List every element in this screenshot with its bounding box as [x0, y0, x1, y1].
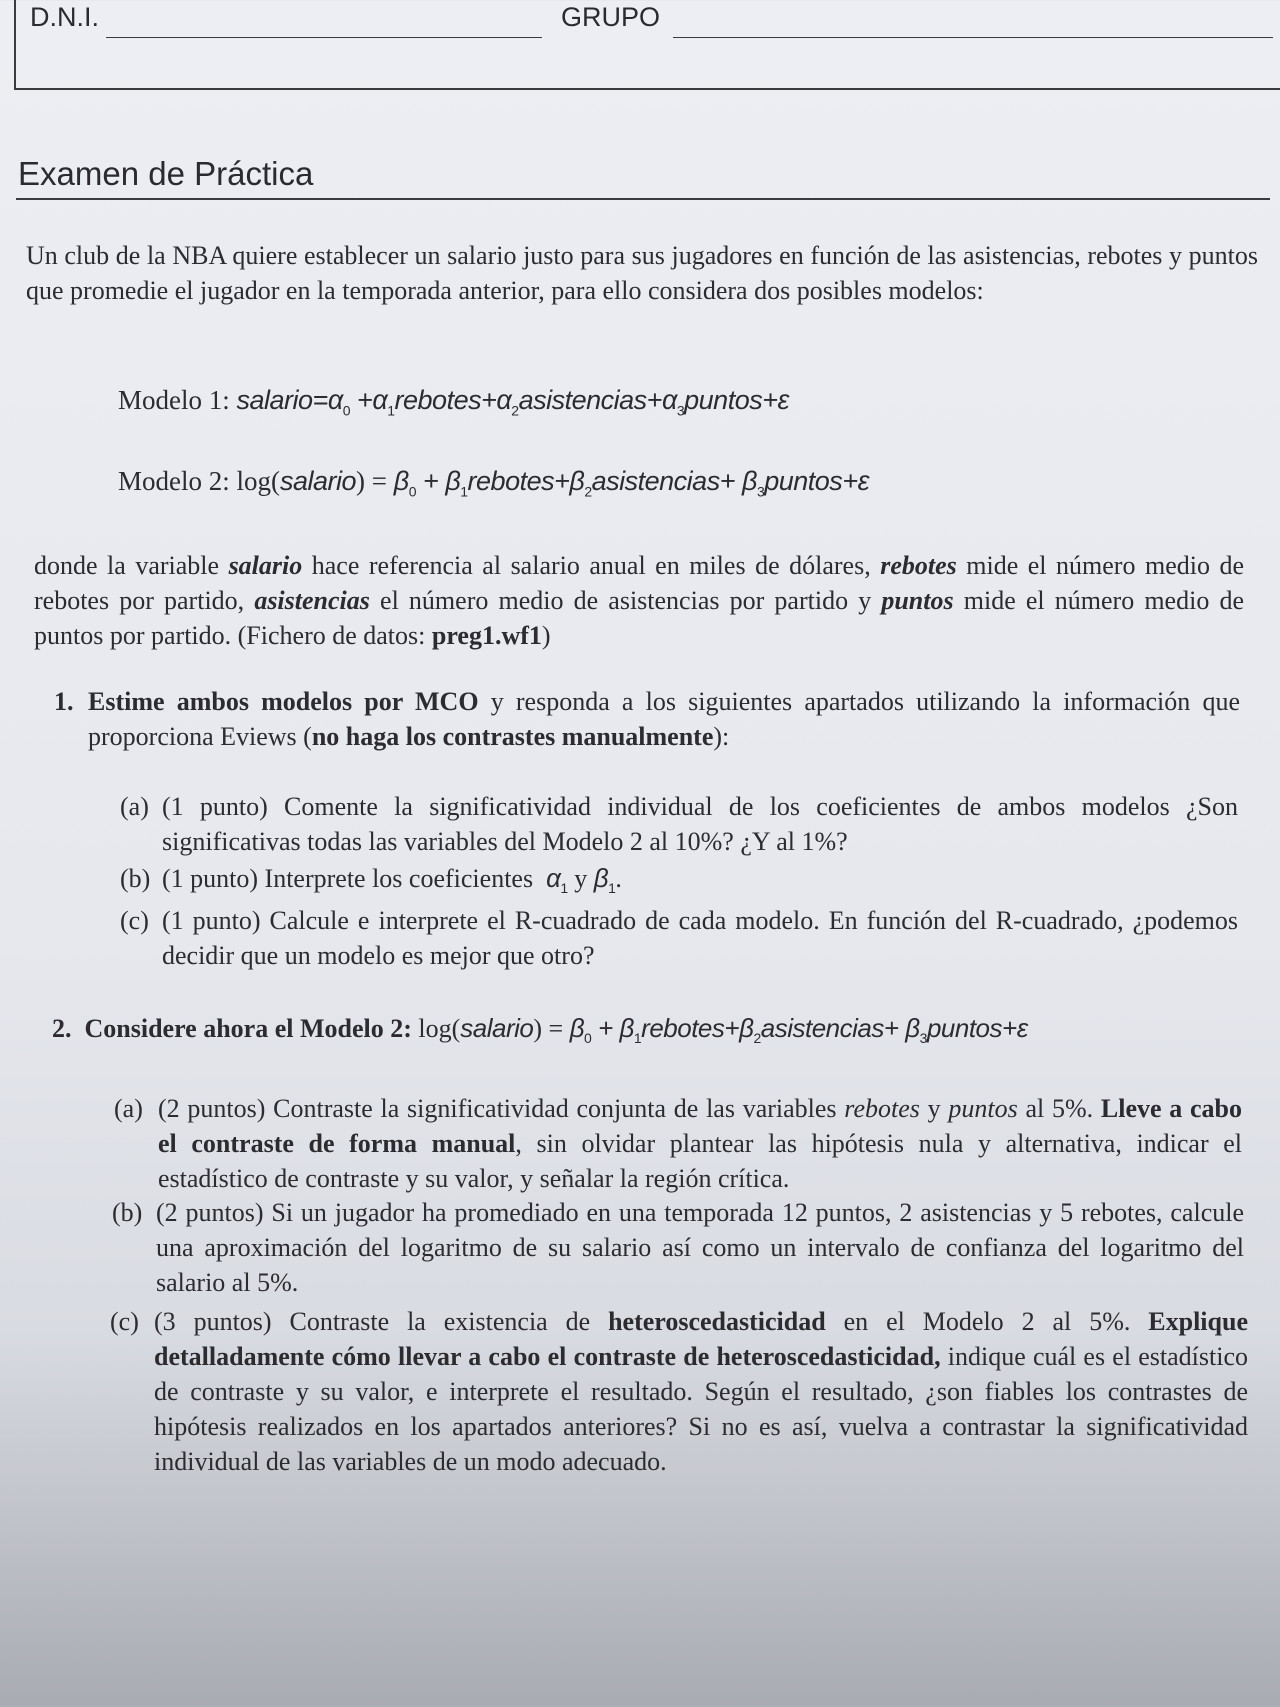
question-1c: (c) (1 punto) Calcule e interprete el R-cuadrado de cada modelo. En función del R-cuadrado, ¿podemos decidir que un modelo es mejor que otro?: [120, 906, 1238, 970]
model-1-equation: Modelo 1: $salario=\alpha_0$ $+\alpha_1rebotes+\alpha_2asistencias+\alpha_3puntos+\varepsilon$: [118, 385, 789, 419]
question-1a: (a) (1 punto) Comente la significatividad individual de los coeficientes de ambos modelos ¿Son significativas todas las variables del Modelo 2 al 10%? ¿Y al 1%?: [120, 792, 1238, 856]
question-2a: (a) (2 puntos) Contraste la significatividad conjunta de las variables rebotes y puntos al 5%. Lleve a cabo el contraste de forma manual, sin olvidar plantear las hipótesis nula y alternativa, indicar el estadístico de contraste y su valor, y señalar la región crítica.: [114, 1094, 1243, 1193]
dni-label: D.N.I.: [30, 2, 100, 32]
question-2: 2. Considere ahora el Modelo 2: log(salario) = $\beta_0$ + $\beta_1rebotes+\beta_2asistencias+$ $\beta_3puntos+\varepsilon$: [52, 1013, 1028, 1047]
grupo-line: [673, 37, 1273, 38]
question-1: 1. Estime ambos modelos por MCO y responda a los siguientes apartados utilizando la información que proporciona Eviews (no haga los contrastes manualmente):: [54, 687, 1240, 751]
page-title: Examen de Práctica: [18, 155, 314, 192]
question-2c: (c) (3 puntos) Contraste la existencia de heteroscedasticidad en el Modelo 2 al 5%. Explique detalladamente cómo llevar a cabo el contraste de heteroscedasticidad, indique cuál es el estadístico de contraste y su valor, e interprete el resultado. Según el resultado, ¿son fiables los contrastes de hipótesis realizados en los apartados anteriores? Si no es así, vuelva a contrastar la significatividad individual de las variables de un modo adecuado.: [110, 1307, 1248, 1476]
question-1b: (b) (1 punto) Interprete los coeficientes $\alpha_1$ y $\beta_1$.: [120, 863, 622, 897]
intro-paragraph: Un club de la NBA quiere establecer un salario justo para sus jugadores en función de las asistencias, rebotes y puntos que promedie el jugador en la temporada anterior, para ello considera dos posibles modelos:: [26, 241, 1258, 305]
dni-line: [106, 37, 542, 38]
model-2-equation: Modelo 2: log(salario) = $\beta_0$ + $\beta_1rebotes+\beta_2asistencias+$ $\beta_3puntos+\varepsilon$: [118, 466, 869, 500]
grupo-label: GRUPO: [561, 2, 661, 32]
question-2b: (b) (2 puntos) Si un jugador ha promediado en una temporada 12 puntos, 2 asistencias y 5 rebotes, calcule una aproximación del logaritmo de su salario así como un intervalo de confianza del logaritmo del salario al 5%.: [112, 1198, 1244, 1297]
definition-paragraph: donde la variable salario hace referencia al salario anual en miles de dólares, rebotes mide el número medio de rebotes por partido, asistencias el número medio de asistencias por partido y puntos mide el número medio de puntos por partido. (Fichero de datos: preg1.wf1): [34, 551, 1245, 650]
title-rule: [16, 198, 1270, 200]
